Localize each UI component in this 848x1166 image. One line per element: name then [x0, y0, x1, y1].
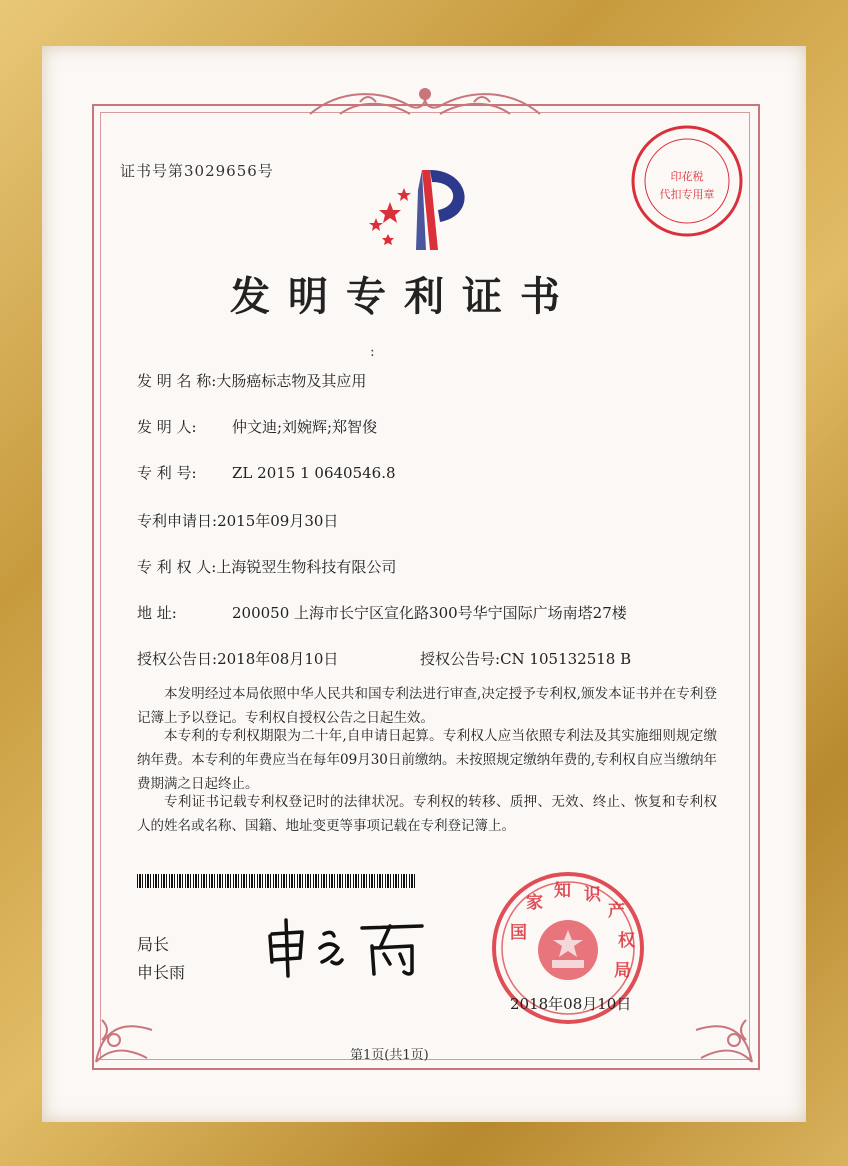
svg-text:知: 知 [554, 881, 571, 901]
field-value: 2015年09月30日 [217, 512, 339, 530]
top-ornament-icon [300, 84, 550, 124]
field-address [137, 602, 627, 623]
field-label: 授权公告号: [420, 650, 501, 668]
colon-mark: : [370, 344, 375, 360]
field-label: 授权公告日: [137, 650, 218, 668]
field-value: 上海锐翌生物科技有限公司 [216, 558, 397, 576]
field-label: 专 利 权 人: [137, 558, 217, 576]
field-grant-number [420, 648, 631, 669]
svg-text:局: 局 [614, 961, 631, 981]
page-number: 第1页(共1页) [350, 1048, 429, 1063]
field-label: 地 址: [137, 604, 177, 622]
field-label: 专 利 号: [137, 464, 197, 482]
patent-office-logo-icon [360, 160, 480, 255]
field-value: 仲文迪;刘婉辉;郑智俊 [232, 418, 378, 436]
certificate-title: 发明专利证书 [230, 273, 578, 320]
paragraph-text: 本专利的专利权期限为二十年,自申请日起算。专利权人应当依照专利法及其实施细则规定缴纳年费。本专利的年费应当在每年09月30日前缴纳。未按照规定缴纳年费的,专利权自应当缴纳年费期满之日起终止。 [137, 728, 717, 792]
field-value: 200050 上海市长宁区宣化路300号华宁国际广场南塔27楼 [232, 604, 627, 622]
paragraph-text: 本发明经过本局依照中华人民共和国专利法进行审查,决定授予专利权,颁发本证书并在专利登记簿上予以登记。专利权自授权公告之日起生效。 [137, 686, 717, 726]
svg-text:识: 识 [584, 885, 601, 905]
field-patentee [137, 556, 396, 577]
svg-text:印花税: 印花税 [670, 170, 704, 183]
field-label: 发 明 名 称: [137, 372, 217, 390]
field-value: 2018年08月10日 [217, 650, 339, 668]
field-label: 发 明 人: [137, 418, 197, 436]
field-label: 专利申请日: [137, 512, 218, 530]
field-filing-date [137, 510, 338, 531]
field-inventors [137, 416, 377, 437]
svg-text:权: 权 [618, 931, 635, 951]
field-patent-number [137, 462, 396, 483]
field-value: 大肠癌标志物及其应用 [216, 372, 367, 390]
field-value: ZL 2015 1 0640546.8 [232, 464, 396, 482]
body-paragraph-3 [137, 790, 717, 838]
svg-text:家: 家 [526, 893, 543, 913]
certificate-number: 证书号第3029656号 [120, 162, 274, 180]
svg-text:产: 产 [608, 901, 625, 921]
bottom-left-ornament-icon [92, 990, 162, 1066]
paragraph-text: 专利证书记载专利权登记时的法律状况。专利权的转移、质押、无效、终止、恢复和专利权人的姓名或名称、国籍、地址变更等事项记载在专利登记簿上。 [137, 794, 717, 834]
field-grant-date [137, 648, 338, 669]
svg-text:代扣专用章: 代扣专用章 [659, 188, 715, 201]
tax-stamp-seal-icon [628, 122, 746, 240]
director-signature-icon [262, 912, 432, 982]
svg-text:国: 国 [510, 923, 527, 943]
field-value: CN 105132518 B [500, 650, 632, 668]
director-name: 申长雨 [137, 963, 186, 982]
bottom-right-ornament-icon [686, 990, 756, 1066]
seal-date: 2018年08月10日 [510, 995, 632, 1013]
body-paragraph-2 [137, 724, 717, 796]
director-title: 局长 [137, 935, 170, 954]
body-paragraph-1 [137, 682, 717, 730]
field-invention-name [137, 370, 366, 391]
barcode [137, 874, 415, 888]
